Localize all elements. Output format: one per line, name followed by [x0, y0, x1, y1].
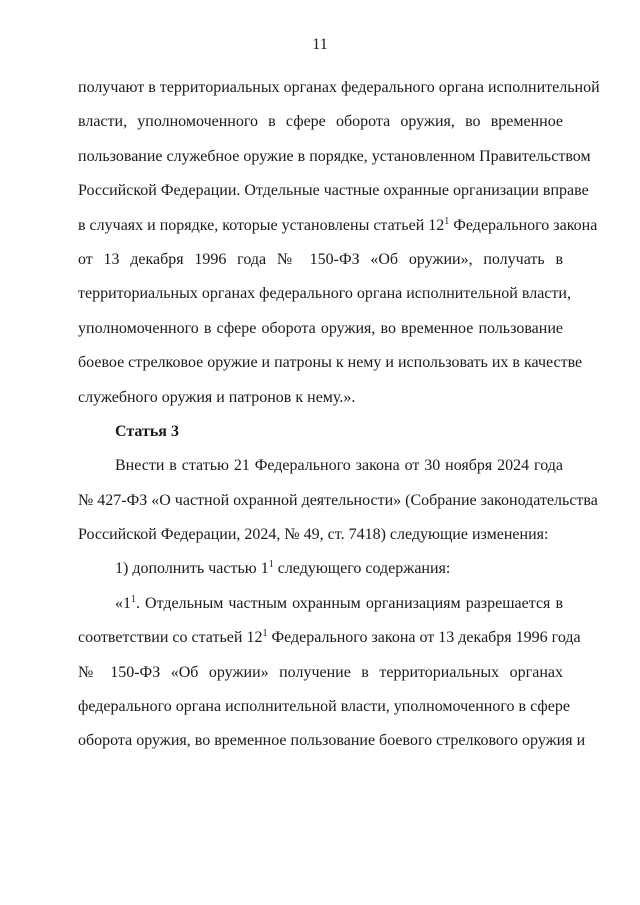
text-segment: служебного оружия и патронов к нему.».: [78, 388, 356, 406]
text-segment: Статья 3: [115, 422, 179, 440]
text-segment: боевое стрелковое оружие и патроны к нему и использовать их в качестве: [78, 354, 583, 372]
text-line: [78, 449, 563, 483]
text-segment: следующего содержания:: [273, 560, 451, 578]
superscript: 1: [262, 628, 268, 640]
text-segment: № 150-ФЗ «Об оружии» получение в территориальных органах: [78, 663, 563, 681]
superscript: 1: [444, 215, 450, 227]
text-segment: соответствии со статьей 12: [78, 629, 263, 647]
text-segment: 1) дополнить частью 1: [115, 560, 269, 578]
document-body: [78, 71, 600, 759]
text-line: [78, 174, 589, 208]
text-line: [78, 312, 563, 346]
text-line: [78, 621, 581, 655]
text-line: [78, 552, 563, 586]
text-segment: в случаях и порядке, которые установлены статьей 12: [78, 216, 445, 234]
text-line: [78, 277, 571, 311]
text-line: [78, 690, 570, 724]
text-line: [78, 346, 583, 380]
text-segment: № 427-ФЗ «О частной охранной деятельности» (Собрание законодательства: [78, 491, 598, 509]
page-number: 11: [312, 36, 328, 53]
text-segment: Федерального закона от 13 декабря 1996 года: [267, 629, 581, 647]
text-segment: пользование служебное оружие в порядке, установленном Правительством: [78, 147, 591, 165]
text-line: [78, 209, 598, 243]
superscript: 1: [268, 559, 274, 571]
text-segment: федерального органа исполнительной власти, уполномоченного в сфере: [78, 698, 570, 716]
text-line: [78, 105, 563, 139]
text-segment: . Отдельным частным охранным организациям разрешается в: [136, 594, 563, 612]
text-line: [78, 381, 563, 415]
text-segment: Российской Федерации. Отдельные частные охранные организации вправе: [78, 182, 589, 200]
text-line: [78, 243, 563, 277]
text-line: [78, 656, 563, 690]
text-line: [78, 484, 598, 518]
text-segment: оборота оружия, во временное пользование боевого стрелкового оружия и: [78, 732, 586, 750]
text-line: [78, 587, 563, 621]
text-segment: Федерального закона: [449, 216, 598, 234]
text-segment: уполномоченного в сфере оборота оружия, во временное пользование: [78, 319, 563, 337]
text-segment: Внести в статью 21 Федерального закона от 30 ноября 2024 года: [115, 457, 563, 475]
text-line: [78, 71, 600, 105]
text-line: [78, 724, 586, 758]
text-line: [78, 140, 591, 174]
text-segment: «1: [115, 594, 131, 612]
text-segment: территориальных органах федерального органа исполнительной власти,: [78, 285, 571, 303]
superscript: 1: [131, 593, 136, 605]
text-segment: от 13 декабря 1996 года № 150-ФЗ «Об оружии», получать в: [78, 250, 563, 268]
text-segment: власти, уполномоченного в сфере оборота оружия, во временное: [78, 113, 563, 131]
article-heading: [78, 415, 563, 449]
text-line: [78, 518, 563, 552]
text-segment: Российской Федерации, 2024, № 49, ст. 7418) следующие изменения:: [78, 526, 549, 544]
text-segment: получают в территориальных органах федерального органа исполнительной: [78, 79, 600, 96]
